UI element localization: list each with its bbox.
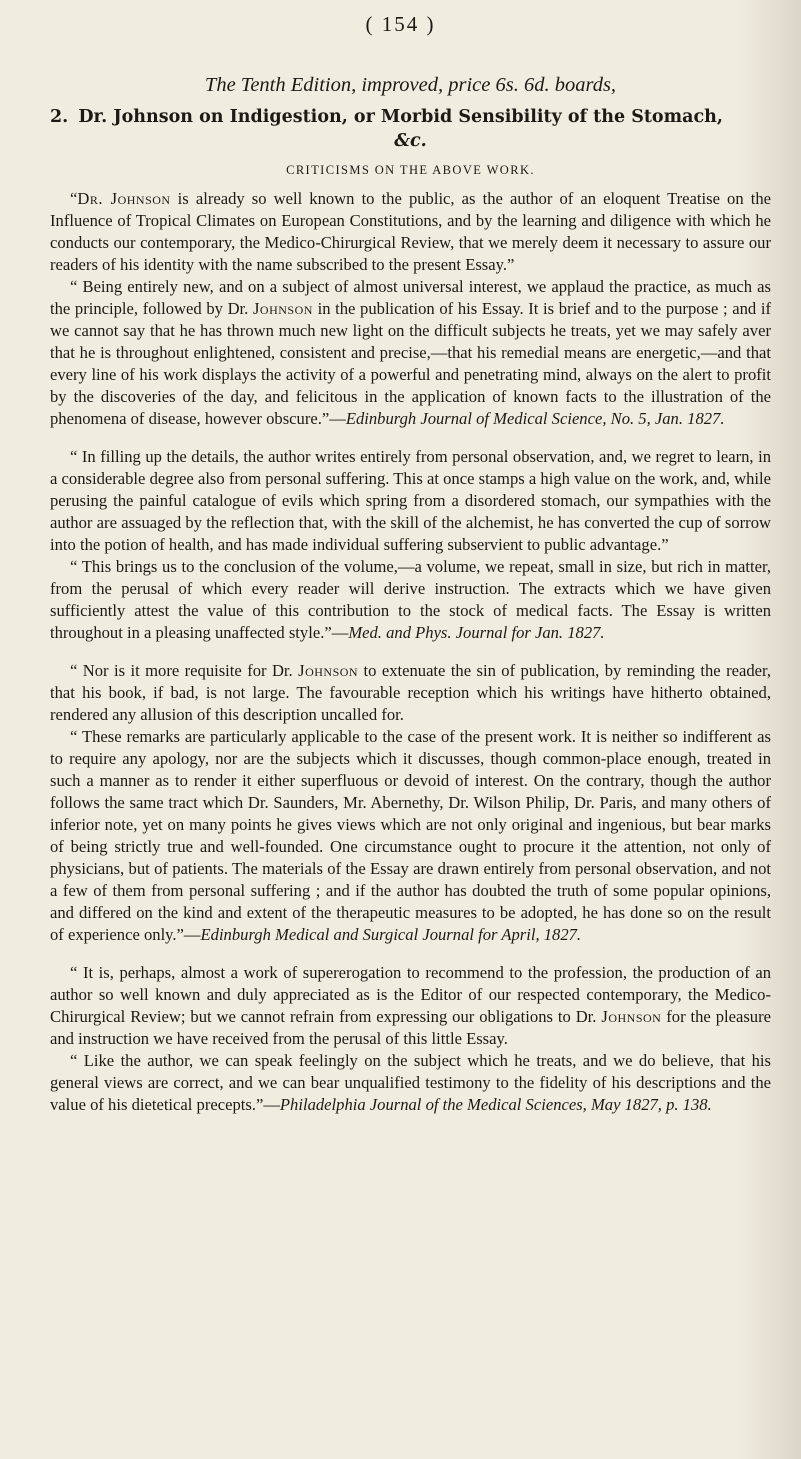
review-text: “ These remarks are particularly applicable to the case of the present work. It is neither so indifferent as to require any apology, nor are the subjects which it discusses, though common-place enough, treated in such a manner as to render it either superfluous or devoid of interest. On the contrary, though the author follows the same tract which Dr. Saunders, Mr. Abernethy, Dr. Wilson Philip, Dr. Paris, and many others of inferior note, yet on many points he gives views which are not only original and ingenious, but bear marks of being strictly true and well-founded. One circumstance ought to procure it the attention, not only of physicians, but of patients. The materials of the Essay are drawn entirely from personal observation, and not a few of them from personal suffering ; and if the author has doubted the truth of some popular opinions, and differed on the kind and extent of the therapeutic measures to be adopted, he has done so on the result of experience only.”— <box>50 727 771 944</box>
review-text: “ Being entirely new, and on a subject of almost universal interest, we applaud the practice, as much as the principle, followed by Dr. <box>50 277 771 318</box>
open-quote: “ <box>70 189 78 208</box>
review-text: “ Nor is it more requisite for Dr. <box>70 661 299 680</box>
edition-line: The Tenth Edition, improved, price 6s. 6d. boards, <box>204 74 617 96</box>
review-4-paragraph-2 <box>50 1050 771 1116</box>
review-2-paragraph-2 <box>50 556 771 644</box>
review-text: to extenuate the sin of publication, by reminding the reader, that his book, if bad, is not large. The favourable reception which his writings have hitherto obtained, rendered any allusion of this description uncalled for. <box>50 661 771 724</box>
review-text: in the publication of his Essay. It is brief and to the purpose ; and if we cannot say that he has thrown much new light on the difficult subjects he treats, yet we may safely aver that he is throughout enlightened, consistent and precise,—that his remedial means are energetic,—and that every line of his work displays the activity of a powerful and penetrating mind, always on the alert to profit by the discoveries of the day, and felicitous in the application of known facts to the illustration of the phenomena of disease, however obscure.”— <box>50 299 772 428</box>
review-source: Philadelphia Journal of the Medical Sciences, May 1827, p. 138. <box>279 1095 712 1114</box>
review-text: for the pleasure and instruction we have received from the perusal of this little Essay. <box>50 1007 771 1048</box>
review-4-paragraph-1 <box>50 962 771 1050</box>
review-1-paragraph-1 <box>50 188 771 276</box>
review-text: “ Like the author, we can speak feelingly on the subject which he treats, and we do believe, that his general views are correct, and we can bear unqualified testimony to the fidelity of his descriptions and the value of his dietetical precepts.”— <box>50 1051 771 1114</box>
review-source: Edinburgh Journal of Medical Science, No. 5, Jan. 1827. <box>345 409 725 428</box>
author-name: Johnson <box>601 1007 662 1026</box>
review-3-paragraph-1 <box>50 660 771 726</box>
review-source: Edinburgh Medical and Surgical Journal for April, 1827. <box>200 925 582 944</box>
book-title <box>50 105 771 153</box>
book-title-number: 2. <box>50 107 69 127</box>
review-text: “ This brings us to the conclusion of the volume,—a volume, we repeat, small in size, but rich in matter, from the perusal of which every reader will derive instruction. The extracts which we have given sufficiently attest the value of this contribution to the stock of medical facts. The Essay is written throughout in a pleasing unaffected style.”— <box>50 557 771 642</box>
review-text: is already so well known to the public, as the author of an eloquent Treatise on the Influence of Tropical Climates on European Constitutions, and by the learning and diligence with which he conducts our contemporary, the Medico-Chirurgical Review, that we merely deem it necessary to assure our readers of his identity with the name subscribed to the present Essay.” <box>50 189 771 274</box>
section-heading: CRITICISMS ON THE ABOVE WORK. <box>286 163 535 177</box>
author-name: Johnson <box>298 661 359 680</box>
page-number: ( 154 ) <box>365 12 436 36</box>
book-title-etc: &c. <box>394 131 427 151</box>
review-2-paragraph-1: “ In filling up the details, the author writes entirely from personal observation, and, we regret to learn, in a considerable degree also from personal suffering. This at once stamps a high value on the work, and, while perusing the painful catalogue of evils which spring from a disordered stomach, our sympathies with the author are assuaged by the reflection that, with the skill of the alchemist, he has converted the cup of sorrow into the potion of health, and has made individual suffering subservient to public advantage.” <box>50 447 771 554</box>
review-text: “ It is, perhaps, almost a work of supererogation to recommend to the profession, the production of an author so well known and duly appreciated as is the Editor of our respected contemporary, the Medico-Chirurgical Review; but we cannot refrain from expressing our obligations to Dr. <box>50 963 771 1026</box>
review-3-paragraph-2 <box>50 726 771 946</box>
book-title-text: Dr. Johnson on Indigestion, or Morbid Sensibility of the Stomach, <box>78 107 723 127</box>
review-source: Med. and Phys. Journal for Jan. 1827. <box>348 623 605 642</box>
author-name: Dr. Johnson <box>77 189 171 208</box>
author-name: Johnson <box>252 299 313 318</box>
review-1-paragraph-2 <box>50 276 771 430</box>
